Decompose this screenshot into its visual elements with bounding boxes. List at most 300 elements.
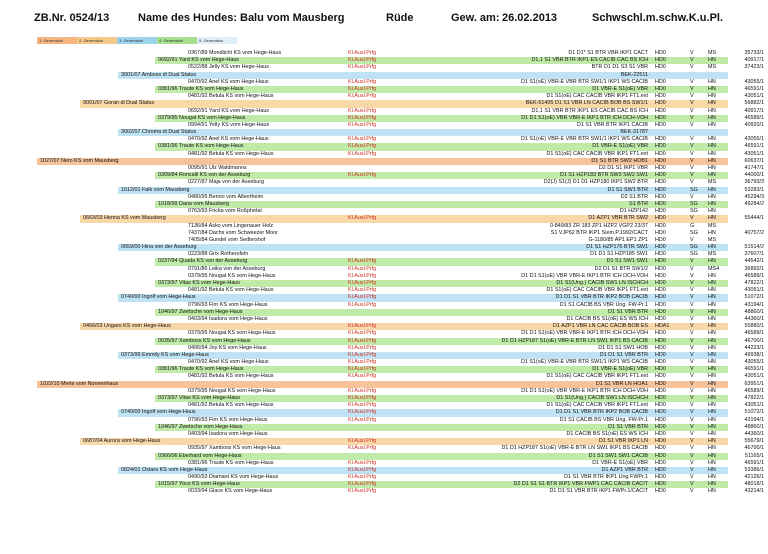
test-cell: Kl.Ausl.Prfg [348,265,377,272]
status-cell: MS4 [708,265,720,272]
results-cell: D1 D1 S1(oE) VBR VBR-E IKP1 BTR ICH DCH-VDH [521,272,648,279]
status-cell: HN [708,373,716,380]
table-row [0,460,768,467]
table-row [0,215,768,222]
hd-cell: HD0 [655,179,666,186]
table-row [0,143,768,150]
test-cell: Kl.Ausl.Prfg [348,172,377,179]
legend-item: 5. Generation [197,37,237,44]
grade-cell: V [690,481,694,488]
results-cell: D1 S1(oE) CAC CACIB VBR IKP1 FT1.ext [546,402,648,409]
dog-name-cell: 0659/00 Hina von der Asseburg [121,244,197,251]
number-cell: 43214/1 [744,488,764,495]
results-cell: D1 D1 S1 SW1 HOB [598,344,648,351]
dog-name-cell: 0381/96 Traute KS vom Hege-Haus [188,459,274,466]
hd-cell: HD0 [655,251,666,258]
status-cell: HN [708,337,716,344]
status-cell: HN [708,78,716,85]
number-cell: 46700/1 [744,337,764,344]
hd-cell: HD0 [655,445,666,452]
results-cell: D1 S1(oE) VBR-E VBR BTR SW1/1 IKP1 WS CACIB [520,359,648,366]
number-cell: 46591/1 [744,366,764,373]
results-cell: BEK-22511 [620,71,648,78]
status-cell: HN [708,229,716,236]
legend-item: 2. Generation [77,37,117,44]
results-cell: D1 D1 S1 VBR BTR IKP1 FWPr.1/CACIT [549,488,648,495]
dog-name-cell: 7437/84 Dachs vom Schweezer Moor [188,229,278,236]
legend-item: 3. Generation [117,37,157,44]
dog-name-cell: 0466/03 Ungaro KS vom Hege-Haus [83,323,171,330]
zb-number: ZB.Nr. 0524/13 [34,12,110,24]
number-cell: 49938/1 [744,351,764,358]
dog-name-cell: 0035/97 Xamboss KS vom Hege-Haus [158,337,251,344]
dog-name-cell: 0935/97 Xamboss KS vom Hege-Haus [188,445,281,452]
grade-cell: V [690,114,694,121]
status-cell: HN [708,200,716,207]
hd-cell: HD0 [655,107,666,114]
results-cell: D1 S1 VBR BTR [608,308,648,315]
color-description: Schwschl.m.schw.K.u.Pl. [592,12,724,24]
hd-cell: HD0 [655,452,666,459]
pedigree-header [0,0,768,40]
hd-cell: HD0 [655,50,666,56]
grade-cell: V [690,215,694,222]
grade-cell: V [690,402,694,409]
test-cell: Kl.Ausl.Prfg [348,466,377,473]
results-cell: D1 S1 HZP183 BTR SW3 SW2 SW1 [559,172,648,179]
dog-name-cell: 0381/96 Traute KS vom Hege-Haus [158,143,244,150]
number-cell: 40917/1 [744,107,764,114]
dog-name-cell: 0687/04 Aurora vom Hege-Haus [83,438,161,445]
results-cell: D1 S1 VBR BTR IKP1 CACIB [577,121,648,128]
grade-cell: V [690,280,694,286]
results-cell: D1 D1 S1(oE) VBR VBR-E IKP1 BTR ICH DCH-VDH [521,387,648,394]
test-cell: Kl.Ausl.Prfg [348,445,377,452]
grade-cell: V [690,459,694,466]
grade-cell: V [690,121,694,128]
status-cell: HN [708,438,716,445]
status-cell: HN [708,395,716,401]
table-row [0,395,768,402]
hd-cell: HD0 [655,402,666,409]
hd-cell: HD0 [655,64,666,71]
status-cell: HN [708,452,716,459]
results-cell: D1 CACIB BS S1(oE) ES WS ICH [566,430,648,437]
hd-cell: HD0 [655,143,666,150]
hd-cell: HD0 [655,93,666,100]
grade-cell: V [690,193,694,200]
table-row [0,323,768,330]
number-cell: 51072/1 [744,294,764,301]
number-cell: 41747/1 [744,165,764,171]
dog-name-label: Name des Hundes: [138,12,238,24]
dog-name-cell: 0470/92 Anel KS vom Hege-Haus [188,359,269,366]
hd-cell: HD0 [655,258,666,265]
table-row [0,467,768,474]
number-cell: 53386/1 [744,466,764,473]
test-cell: Kl.Ausl.Prfg [348,143,377,150]
status-cell: MS [708,222,717,229]
status-cell: HN [708,280,716,286]
hd-cell: HD0 [655,287,666,294]
results-cell: D1 VBR-E S1(oE) VBR [592,366,648,373]
test-cell: Kl.Ausl.Prfg [348,107,377,114]
number-cell: 43051/1 [744,402,764,409]
generation-legend [37,37,237,44]
status-cell: HN [708,244,716,251]
dog-sex: Rüde [386,12,414,24]
number-cell: 40917/1 [744,57,764,64]
results-cell: D1 AZP1 VBR LN CAC CACIB BOB ES [553,323,648,330]
grade-cell: V [690,78,694,85]
grade-cell: V [690,272,694,279]
status-cell: HN [708,93,716,100]
status-cell: HN [708,459,716,466]
number-cell: 37423/1 [744,64,764,71]
grade-cell: V [690,445,694,452]
whelped-date: 26.02.2013 [502,12,558,24]
grade-cell: V [690,344,694,351]
hd-cell: HD0 [655,308,666,315]
legend-item: 4. Generation [157,37,197,44]
grade-cell: V [690,373,694,380]
results-cell: D1 S1 BTR SW2 HOB1 [591,157,648,164]
hd-cell: HD0 [655,280,666,286]
grade-cell: V [690,395,694,401]
number-cell: 46700/1 [744,445,764,452]
number-cell: 47822/1 [744,280,764,286]
hd-cell: HD0 [655,244,666,251]
hd-cell: HD0 [655,481,666,488]
test-cell: Kl.Ausl.Prfg [348,280,377,286]
number-cell: 60637/1 [744,157,764,164]
results-cell: D1 S1 CACIB BS VBR Ung. FW-Pr.1 [559,301,648,308]
dog-name-cell: 0470/92 Anel KS vom Hege-Haus [188,136,269,143]
hd-cell: HD0 [655,150,666,157]
results-cell: D1 VBR-E S1(oE) VBR [592,143,648,150]
test-cell: Kl.Ausl.Prfg [348,373,377,380]
results-cell: D1 VBR-E S1(oE) VBR [592,459,648,466]
table-row [0,194,768,201]
test-cell: Kl.Ausl.Prfg [348,488,377,495]
number-cell: 46589/1 [744,387,764,394]
test-cell: Kl.Ausl.Prfg [348,351,377,358]
hd-cell: HD0 [655,100,666,107]
status-cell: HN [708,215,716,222]
test-cell: Kl.Ausl.Prfg [348,150,377,157]
number-cell: 45294/3 [744,193,764,200]
hd-cell: HD0 [655,351,666,358]
dog-name-cell: 1046/97 Zwetsche vom Hege-Haus [158,308,243,315]
results-cell: D1 S1(Ung.) CACIB SW1 LN ISCHCH [556,395,648,401]
hd-cell: HD0 [655,387,666,394]
results-cell: G-1180/85 AP1 EP1 ZP1 [588,236,648,243]
number-cell: 40757/2 [744,229,764,236]
table-row [0,50,768,57]
grade-cell: SG [690,208,698,215]
test-cell: Kl.Ausl.Prfg [348,121,377,128]
grade-cell: V [690,438,694,445]
number-cell: 46591/1 [744,459,764,466]
table-row [0,309,768,316]
grade-cell: V [690,488,694,495]
table-row [0,280,768,287]
dog-name-cell: 0379/95 Nougat KS vom Hege-Haus [188,330,276,337]
results-cell: D1 D1 S1(oE) VBR VBR-E IKP1 BTR ICH DCH-VDH [521,330,648,337]
status-cell: HN [708,294,716,301]
results-cell: D1 S1(oE) CAC CACIB VBR IKP1 FT1.ext [546,287,648,294]
dog-name-cell: 0763/93 Fricka vom Roßphetal [188,208,262,215]
status-cell: HN [708,100,716,107]
dog-name-cell: 0796/93 Firn KS vom Hege-Haus [188,416,268,423]
test-cell: Kl.Ausl.Prfg [348,337,377,344]
results-cell: D1 S1 SW1 SW1 [606,258,648,265]
hd-cell: HDA1 [655,323,670,330]
status-cell: MS [708,179,717,186]
number-cell: 43051/1 [744,93,764,100]
hd-cell: HD0 [655,136,666,143]
status-cell: HN [708,323,716,330]
status-cell: HN [708,409,716,416]
table-row [0,417,768,424]
dog-name-cell: 0227/87 Maja von der Asseburg [188,179,265,186]
status-cell: HN [708,85,716,92]
results-cell: D1 S1 SW1 BTR [607,186,648,193]
status-cell: HN [708,114,716,121]
results-cell: D1,1 S1 VBR BTR IKP1 ES CACIB CAC BS ICH [531,57,648,64]
dog-name-cell: 0373/97 Vitas KS vom Hege-Haus [158,280,241,286]
number-cell: 42126/1 [744,474,764,481]
number-cell: 36892/1 [744,265,764,272]
status-cell: HN [708,466,716,473]
number-cell: 36793/3 [744,179,764,186]
hd-cell: HD0 [655,395,666,401]
dog-name-cell: 3001/07 Amboss di Dual Status [121,71,197,78]
number-cell: 48860/1 [744,308,764,315]
table-row [0,179,768,186]
number-cell: 56882/1 [744,100,764,107]
dog-name-cell: 0367/89 Mondlicht KS vom Hege-Haus [188,50,282,56]
hd-cell: HD0 [655,330,666,337]
table-row [0,100,768,107]
number-cell: 43194/1 [744,301,764,308]
table-row [0,345,768,352]
number-cell: 51072/1 [744,409,764,416]
hd-cell: HD0 [655,416,666,423]
status-cell: HN [708,136,716,143]
dog-name-cell: 0740/00 Ingolf vom Hege-Haus [121,294,196,301]
status-cell: HN [708,143,716,150]
grade-cell: V [690,265,694,272]
number-cell: 55679/1 [744,438,764,445]
hd-cell: HD0 [655,200,666,207]
test-cell: Kl.Ausl.Prfg [348,474,377,481]
dog-name-cell: 0481/92 Betula KS vom Hege-Haus [188,287,274,294]
number-cell: 44360/1 [744,430,764,437]
table-row [0,115,768,122]
dog-name-cell: 1022/10 Merle vom Nonnenhaus [40,380,119,387]
hd-cell: HD0 [655,459,666,466]
grade-cell: V [690,416,694,423]
dog-name-cell: 0481/92 Betula KS vom Hege-Haus [188,402,274,409]
table-row [0,122,768,129]
test-cell: Kl.Ausl.Prfg [348,387,377,394]
table-row [0,57,768,64]
results-cell: D1,1 S1 VBR BTR IKP1 ES CACIB CAC BS ICH [531,107,648,114]
table-row [0,208,768,215]
dog-name-cell: 0470/92 Anel KS vom Hege-Haus [188,78,269,85]
number-cell: 44542/1 [744,258,764,265]
grade-cell: V [690,287,694,294]
status-cell: HN [708,287,716,294]
results-cell: D1 D1 S1 VBR BTR [599,351,648,358]
status-cell: HN [708,416,716,423]
table-row [0,129,768,136]
table-row [0,158,768,165]
test-cell: Kl.Ausl.Prfg [348,416,377,423]
grade-cell: V [690,323,694,330]
number-cell: 46591/1 [744,143,764,150]
test-cell: Kl.Ausl.Prfg [348,323,377,330]
results-cell: D2 D1 S1 BTR SW1/2 [594,265,648,272]
results-cell: D1 S1(oE) CAC CACIB VBR IKP1 FT1.ext [546,93,648,100]
table-row [0,352,768,359]
results-cell: D1 VBR-E S1(oE) VBR [592,85,648,92]
table-row [0,381,768,388]
test-cell: Kl.Ausl.Prfg [348,50,377,56]
test-cell: Kl.Ausl.Prfg [348,301,377,308]
grade-cell: V [690,474,694,481]
table-row [0,237,768,244]
number-cell: 43051/1 [744,287,764,294]
hd-cell: HD0 [655,265,666,272]
table-row [0,366,768,373]
grade-cell: V [690,430,694,437]
number-cell: 44360/1 [744,315,764,322]
dog-name-cell: 0824/01 Ostara KS vom Hege-Haus [121,466,208,473]
status-cell: HN [708,150,716,157]
table-row [0,165,768,172]
results-cell: D1 D1 HZP187 S1(oE) VBR-E BTR LN SW1 IKP1 BS CACIB [501,445,648,452]
number-cell: 48860/1 [744,423,764,430]
table-row [0,453,768,460]
number-cell: 55880/1 [744,323,764,330]
hd-cell: HD0 [655,157,666,164]
table-row [0,258,768,265]
number-cell: 63951/1 [744,380,764,387]
status-cell: HN [708,481,716,488]
grade-cell: V [690,236,694,243]
status-cell: HN [708,445,716,452]
hd-cell: HD0 [655,114,666,121]
grade-cell: V [690,165,694,171]
test-cell: Kl.Ausl.Prfg [348,93,377,100]
table-row [0,136,768,143]
number-cell: 55444/1 [744,215,764,222]
table-row [0,445,768,452]
number-cell: 44223/1 [744,344,764,351]
status-cell: MS [708,236,717,243]
dog-name-cell: 0366/06 Eberhard vom Hege-Haus [158,452,242,459]
table-row [0,316,768,323]
number-cell: 35733/1 [744,50,764,56]
table-row [0,488,768,495]
table-row [0,338,768,345]
test-cell: Kl.Ausl.Prfg [348,258,377,265]
hd-cell: HD0 [655,380,666,387]
grade-cell: V [690,301,694,308]
table-row [0,187,768,194]
dog-name-cell: 7136/84 Asko vom Lingenauer Holz [188,222,274,229]
results-cell: D1 S1 HZP176 BTR SW1 [586,244,648,251]
dog-name-cell: 0692/91 Yard KS vom Hege-Haus [188,107,270,114]
test-cell: Kl.Ausl.Prfg [348,287,377,294]
hd-cell: HD0 [655,172,666,179]
hd-cell: HD0 [655,222,666,229]
dog-name-cell: 0490/93 Diamant KS vom Hege-Haus [188,474,279,481]
dog-name-cell: 0481/92 Betula KS vom Hege-Haus [188,150,274,157]
hd-cell: HD0 [655,236,666,243]
test-cell: Kl.Ausl.Prfg [348,294,377,301]
grade-cell: V [690,359,694,366]
table-row [0,294,768,301]
dog-name-cell: 0223/88 Grix Rotherufeln [188,251,249,258]
dog-name-cell: 0663/03 Henna KS vom Mausberg [83,215,166,222]
test-cell: Kl.Ausl.Prfg [348,481,377,488]
grade-cell: SG [690,200,698,207]
dog-name: Balu vom Mausberg [240,12,345,24]
hd-cell: HD0 [655,466,666,473]
dog-name-cell: 0403/94 Isadora vom Hege-Haus [188,430,268,437]
status-cell: HN [708,172,716,179]
status-cell: HN [708,308,716,315]
number-cell: 53283/1 [744,186,764,193]
grade-cell: V [690,157,694,164]
hd-cell: HD0 [655,315,666,322]
dog-name-cell: 0522/88 Jelly KS vom Hege-Haus [188,64,269,71]
status-cell: HN [708,488,716,495]
table-row [0,359,768,366]
test-cell: Kl.Ausl.Prfg [348,438,377,445]
grade-cell: V [690,351,694,358]
test-cell: Kl.Ausl.Prfg [348,114,377,121]
dog-name-cell: 0379/95 Nougat KS vom Hege-Haus [158,114,246,121]
dog-name-cell: 0480/95 Benno vom Albertheim [188,193,264,200]
status-cell: HN [708,165,716,171]
number-cell: 43194/1 [744,416,764,423]
table-row [0,79,768,86]
grade-cell: V [690,380,694,387]
results-cell: D1 S1(oE) VBR-E VBR BTR SW1/1 IKP1 WS CACIB [520,136,648,143]
dog-name-cell: 0379/95 Nougat KS vom Hege-Haus [188,272,276,279]
grade-cell: V [690,64,694,71]
grade-cell: V [690,258,694,265]
test-cell: Kl.Ausl.Prfg [348,85,377,92]
hd-cell: HD0 [655,85,666,92]
test-cell: Kl.Ausl.Prfg [348,78,377,85]
table-row [0,244,768,251]
results-cell: D1 AZP1 VBR BTR SW2 [588,215,648,222]
grade-cell: V [690,409,694,416]
dog-name-cell: 0381/96 Traute KS vom Hege-Haus [158,366,244,373]
results-cell: D1 S1(oE) CAC CACIB VBR IKP1 FT1.ext [546,373,648,380]
test-cell: Kl.Ausl.Prfg [348,272,377,279]
status-cell: MS [708,50,717,56]
grade-cell: V [690,337,694,344]
hd-cell: HD0 [655,78,666,85]
dog-name-cell: 1027/07 Nero KS vom Mausberg [40,157,119,164]
table-row [0,172,768,179]
